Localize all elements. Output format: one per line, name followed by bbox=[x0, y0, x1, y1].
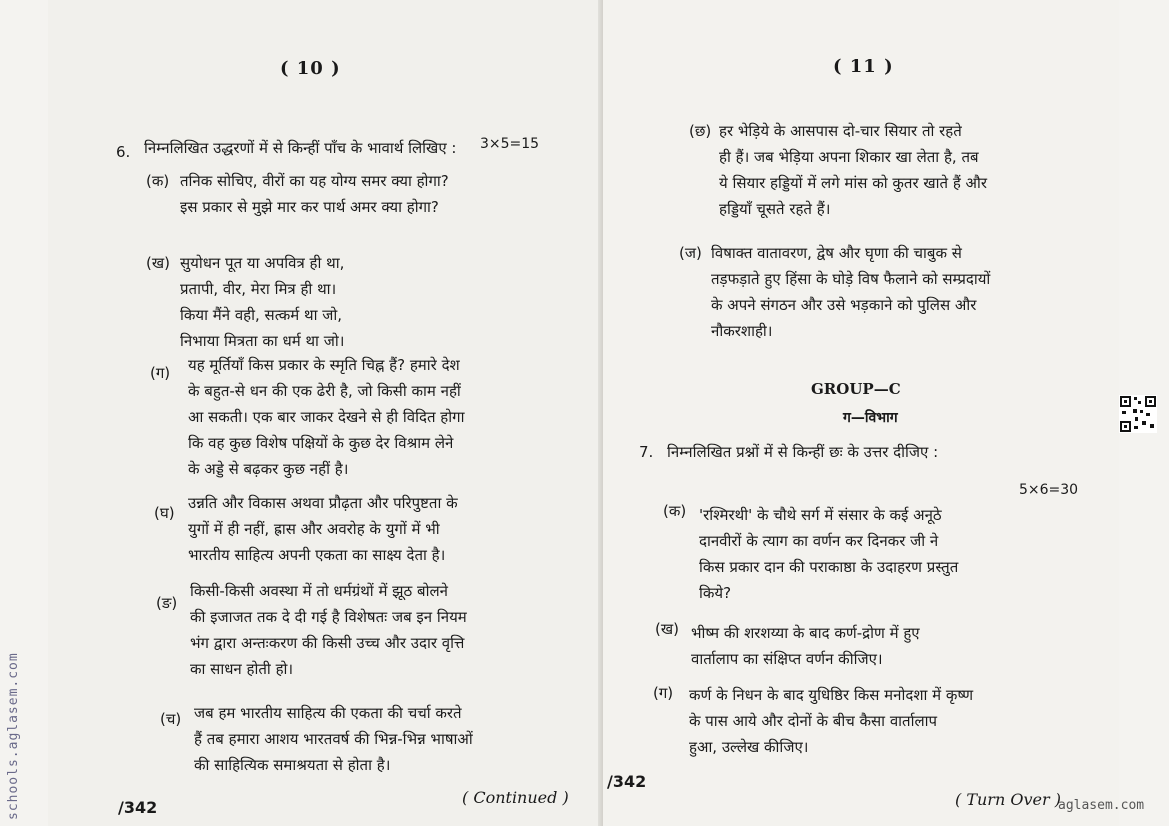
footer-code: /342 bbox=[607, 772, 647, 791]
item-line: निभाया मित्रता का धर्म था जो। bbox=[180, 332, 345, 350]
footer-turn-over: ( Turn Over ) bbox=[955, 790, 1061, 809]
question-text: निम्नलिखित प्रश्नों में से किन्हीं छः के उत्तर दीजिए : bbox=[667, 443, 939, 461]
item-line: तड़फड़ाते हुए हिंसा के घोड़े विष फैलाने को सम्प्रदायों bbox=[711, 270, 991, 288]
item-label: (ग) bbox=[653, 684, 674, 702]
question-marks: 3×5=15 bbox=[480, 136, 540, 152]
item-line: का साधन होती हो। bbox=[190, 660, 294, 678]
item-line: इस प्रकार से मुझे मार कर पार्थ अमर क्या होगा? bbox=[180, 198, 439, 216]
item-label: (क) bbox=[146, 172, 170, 190]
item-line: सुयोधन पूत या अपवित्र ही था, bbox=[180, 254, 345, 272]
question-number: 7. bbox=[639, 443, 654, 461]
item-line: जब हम भारतीय साहित्य की एकता की चर्चा करते bbox=[194, 704, 462, 722]
item-label: (ख) bbox=[655, 620, 679, 638]
group-title: GROUP—C bbox=[811, 380, 901, 398]
item-label: (ज) bbox=[679, 244, 702, 262]
question-text: निम्नलिखित उद्धरणों में से किन्हीं पाँच के भावार्थ लिखिए : bbox=[144, 139, 457, 157]
item-label: (क) bbox=[663, 502, 687, 520]
item-label: (ङ) bbox=[156, 594, 178, 612]
item-line: 'रश्मिरथी' के चौथे सर्ग में संसार के कई अनूठे bbox=[699, 506, 942, 524]
left-page bbox=[48, 0, 603, 826]
item-line: की साहित्यिक समाश्रयता से होता है। bbox=[194, 756, 391, 774]
item-line: हर भेड़िये के आसपास दो-चार सियार तो रहते bbox=[719, 122, 962, 140]
page-number: ( 10 ) bbox=[280, 58, 341, 79]
item-line: उन्नति और विकास अथवा प्रौढ़ता और परिपुष्टता के bbox=[188, 494, 458, 512]
item-line: नौकरशाही। bbox=[711, 322, 773, 340]
group-subtitle: ग—विभाग bbox=[843, 410, 898, 426]
item-line: दानवीरों के त्याग का वर्णन कर दिनकर जी ने bbox=[699, 532, 939, 550]
item-line: युगों में ही नहीं, ह्रास और अवरोह के युगों में भी bbox=[188, 520, 440, 538]
item-line: किस प्रकार दान की पराकाष्ठा के उदाहरण प्रस्तुत bbox=[699, 558, 959, 576]
item-label: (ख) bbox=[146, 254, 170, 272]
item-line: हुआ, उल्लेख कीजिए। bbox=[689, 738, 809, 756]
item-line: यह मूर्तियाँ किस प्रकार के स्मृति चिह्न हैं? हमारे देश bbox=[188, 356, 460, 374]
item-line: भीष्म की शरशय्या के बाद कर्ण-द्रोण में हुए bbox=[691, 624, 920, 642]
item-label: (छ) bbox=[689, 122, 712, 140]
item-label: (घ) bbox=[154, 504, 175, 522]
qr-code-icon bbox=[1119, 395, 1157, 433]
item-line: भंग द्वारा अन्तःकरण की किसी उच्च और उदार वृत्ति bbox=[190, 634, 465, 652]
item-line: हड्डियाँ चूसते रहते हैं। bbox=[719, 200, 831, 218]
item-line: ये सियार हड्डियों में लगे मांस को कुतर खाते हैं और bbox=[719, 174, 988, 192]
footer-continued: ( Continued ) bbox=[462, 788, 569, 807]
item-line: भारतीय साहित्य अपनी एकता का साक्ष्य देता है। bbox=[188, 546, 446, 564]
watermark-vertical: schools.aglasem.com bbox=[6, 652, 21, 820]
footer-code: /342 bbox=[118, 798, 158, 817]
item-line: ही हैं। जब भेड़िया अपना शिकार खा लेता है, तब bbox=[719, 148, 979, 166]
item-line: के अपने संगठन और उसे भड़काने को पुलिस और bbox=[711, 296, 977, 314]
item-line: कि वह कुछ विशेष पक्षियों के कुछ देर विश्राम लेने bbox=[188, 434, 454, 452]
item-line: आ सकती। एक बार जाकर देखने से ही विदित होगा bbox=[188, 408, 465, 426]
question-number: 6. bbox=[116, 143, 131, 161]
item-label: (च) bbox=[160, 710, 182, 728]
item-line: के अड्डे से बढ़कर कुछ नहीं है। bbox=[188, 460, 349, 478]
page-number: ( 11 ) bbox=[833, 56, 894, 77]
item-line: किसी-किसी अवस्था में तो धर्मग्रंथों में झूठ बोलने bbox=[190, 582, 448, 600]
question-marks: 5×6=30 bbox=[1019, 482, 1079, 498]
item-line: की इजाजत तक दे दी गई है विशेषतः जब इन नियम bbox=[190, 608, 467, 626]
item-line: किया मैंने वही, सत्कर्म था जो, bbox=[180, 306, 343, 324]
item-line: विषाक्त वातावरण, द्वेष और घृणा की चाबुक से bbox=[711, 244, 962, 262]
item-label: (ग) bbox=[150, 364, 171, 382]
item-line: कर्ण के निधन के बाद युधिष्ठिर किस मनोदशा में कृष्ण bbox=[689, 686, 974, 704]
watermark-corner: aglasem.com bbox=[1058, 798, 1145, 813]
right-page bbox=[603, 0, 1119, 826]
item-line: के पास आये और दोनों के बीच कैसा वार्तालाप bbox=[689, 712, 938, 730]
item-line: के बहुत-से धन की एक ढेरी है, जो किसी काम नहीं bbox=[188, 382, 461, 400]
item-line: हैं तब हमारा आशय भारतवर्ष की भिन्न-भिन्न भाषाओं bbox=[194, 730, 473, 748]
item-line: वार्तालाप का संक्षिप्त वर्णन कीजिए। bbox=[691, 650, 883, 668]
item-line: तनिक सोचिए, वीरों का यह योग्य समर क्या होगा? bbox=[180, 172, 449, 190]
item-line: किये? bbox=[699, 584, 732, 602]
item-line: प्रतापी, वीर, मेरा मित्र ही था। bbox=[180, 280, 337, 298]
